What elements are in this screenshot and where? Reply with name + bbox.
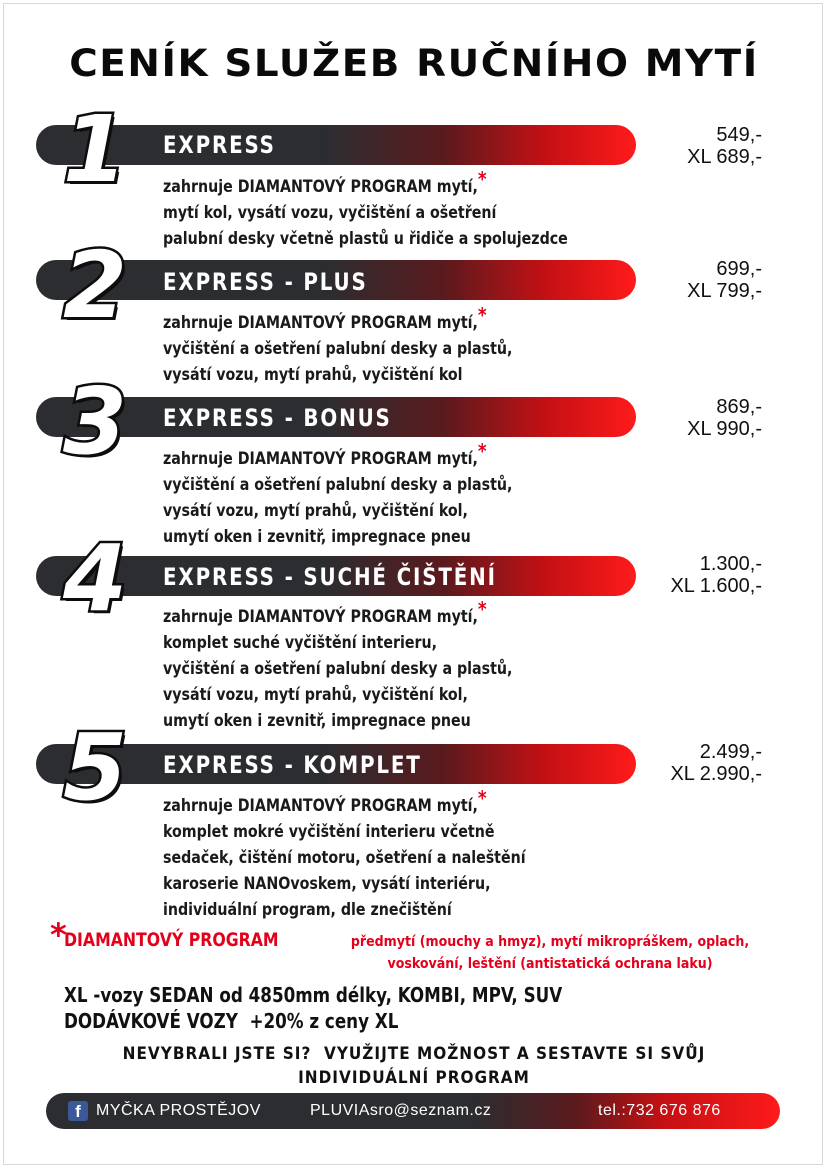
service-name: EXPRESS - KOMPLET bbox=[163, 751, 422, 779]
description-line: komplet suché vyčištění interieru, bbox=[163, 633, 438, 653]
cta-line: NEVYBRALI JSTE SI? VYUŽIJTE MOŽNOST A SESTAVTE SI SVŮJ bbox=[122, 1044, 706, 1064]
cta-line: INDIVIDUÁLNÍ PROGRAM bbox=[298, 1068, 530, 1088]
service-number: 4 bbox=[62, 525, 127, 632]
diamond-program-description bbox=[335, 931, 765, 975]
description-line: vysátí vozu, mytí prahů, vyčištění kol bbox=[163, 365, 463, 385]
price-xl: XL 990,- bbox=[687, 418, 762, 440]
description-line: sedaček, čištění motoru, ošetření a naleštění bbox=[163, 848, 526, 868]
service-price bbox=[687, 124, 762, 168]
description-line: zahrnuje DIAMANTOVÝ PROGRAM mytí,* bbox=[163, 786, 487, 816]
description-line: mytí kol, vysátí vozu, vyčištění a ošetření bbox=[163, 203, 497, 223]
description-line: karoserie NANOvoskem, vysátí interiéru, bbox=[163, 874, 491, 894]
description-line: umytí oken i zevnitř, impregnace pneu bbox=[163, 711, 471, 731]
description-line: vysátí vozu, mytí prahů, vyčištění kol, bbox=[163, 685, 468, 705]
description-line: vysátí vozu, mytí prahů, vyčištění kol, bbox=[163, 501, 468, 521]
asterisk-icon: * bbox=[477, 597, 487, 621]
service-description bbox=[163, 786, 526, 923]
diamond-line: předmytí (mouchy a hmyz), mytí mikropráškem, oplach, bbox=[350, 934, 750, 950]
page-title: CENÍK SLUŽEB RUČNÍHO MYTÍ bbox=[69, 42, 759, 85]
service-name: EXPRESS - BONUS bbox=[163, 404, 392, 432]
price-standard: 1.300,- bbox=[699, 553, 762, 575]
asterisk-icon: * bbox=[477, 786, 487, 810]
contact-footer bbox=[46, 1093, 780, 1129]
price-standard: 699,- bbox=[716, 258, 762, 280]
price-xl: XL 799,- bbox=[687, 280, 762, 302]
facebook-icon[interactable]: f bbox=[68, 1101, 88, 1121]
description-line: umytí oken i zevnitř, impregnace pneu bbox=[163, 527, 471, 547]
email-link[interactable]: PLUVIAsro@seznam.cz bbox=[310, 1102, 492, 1119]
description-line: individuální program, dle znečištění bbox=[163, 900, 452, 920]
service-price bbox=[670, 741, 762, 785]
diamond-program-title: DIAMANTOVÝ PROGRAM bbox=[64, 929, 279, 951]
service-number: 2 bbox=[62, 232, 127, 339]
description-line: palubní desky včetně plastů u řidiče a spolujezdce bbox=[163, 229, 568, 249]
price-standard: 549,- bbox=[716, 124, 762, 146]
call-to-action bbox=[0, 1042, 828, 1090]
description-line: vyčištění a ošetření palubní desky a plastů, bbox=[163, 475, 513, 495]
service-name: EXPRESS bbox=[163, 131, 276, 159]
price-standard: 869,- bbox=[716, 396, 762, 418]
price-standard: 2.499,- bbox=[699, 741, 762, 763]
asterisk-icon: * bbox=[50, 916, 67, 954]
service-description bbox=[163, 303, 513, 388]
description-line: zahrnuje DIAMANTOVÝ PROGRAM mytí,* bbox=[163, 597, 487, 627]
service-number: 5 bbox=[62, 714, 127, 821]
service-number: 3 bbox=[62, 368, 127, 475]
service-description bbox=[163, 167, 568, 252]
phone-link[interactable]: tel.:732 676 876 bbox=[598, 1102, 721, 1119]
service-number: 1 bbox=[62, 96, 127, 203]
description-line: zahrnuje DIAMANTOVÝ PROGRAM mytí,* bbox=[163, 167, 487, 197]
service-name: EXPRESS - SUCHÉ ČIŠTĚNÍ bbox=[163, 563, 497, 591]
xl-note-line: XL -vozy SEDAN od 4850mm délky, KOMBI, MPV, SUV bbox=[64, 983, 563, 1007]
description-line: vyčištění a ošetření palubní desky a plastů, bbox=[163, 339, 513, 359]
xl-note-line: DODÁVKOVÉ VOZY +20% z ceny XL bbox=[64, 1009, 399, 1033]
asterisk-icon: * bbox=[477, 167, 487, 191]
xl-vehicle-note bbox=[64, 982, 562, 1034]
description-line: zahrnuje DIAMANTOVÝ PROGRAM mytí,* bbox=[163, 303, 487, 333]
facebook-page-link[interactable]: MYČKA PROSTĚJOV bbox=[96, 1102, 261, 1119]
price-xl: XL 1.600,- bbox=[670, 575, 762, 597]
service-description bbox=[163, 597, 513, 734]
service-description bbox=[163, 439, 513, 550]
description-line: zahrnuje DIAMANTOVÝ PROGRAM mytí,* bbox=[163, 439, 487, 469]
service-price bbox=[687, 258, 762, 302]
asterisk-icon: * bbox=[477, 303, 487, 327]
price-xl: XL 2.990,- bbox=[670, 763, 762, 785]
service-price bbox=[670, 553, 762, 597]
asterisk-icon: * bbox=[477, 439, 487, 463]
diamond-line: voskování, leštění (antistatická ochrana laku) bbox=[387, 956, 713, 972]
price-xl: XL 689,- bbox=[687, 146, 762, 168]
description-line: vyčištění a ošetření palubní desky a plastů, bbox=[163, 659, 513, 679]
description-line: komplet mokré vyčištění interieru včetně bbox=[163, 822, 495, 842]
service-name: EXPRESS - PLUS bbox=[163, 268, 368, 296]
service-price bbox=[687, 396, 762, 440]
